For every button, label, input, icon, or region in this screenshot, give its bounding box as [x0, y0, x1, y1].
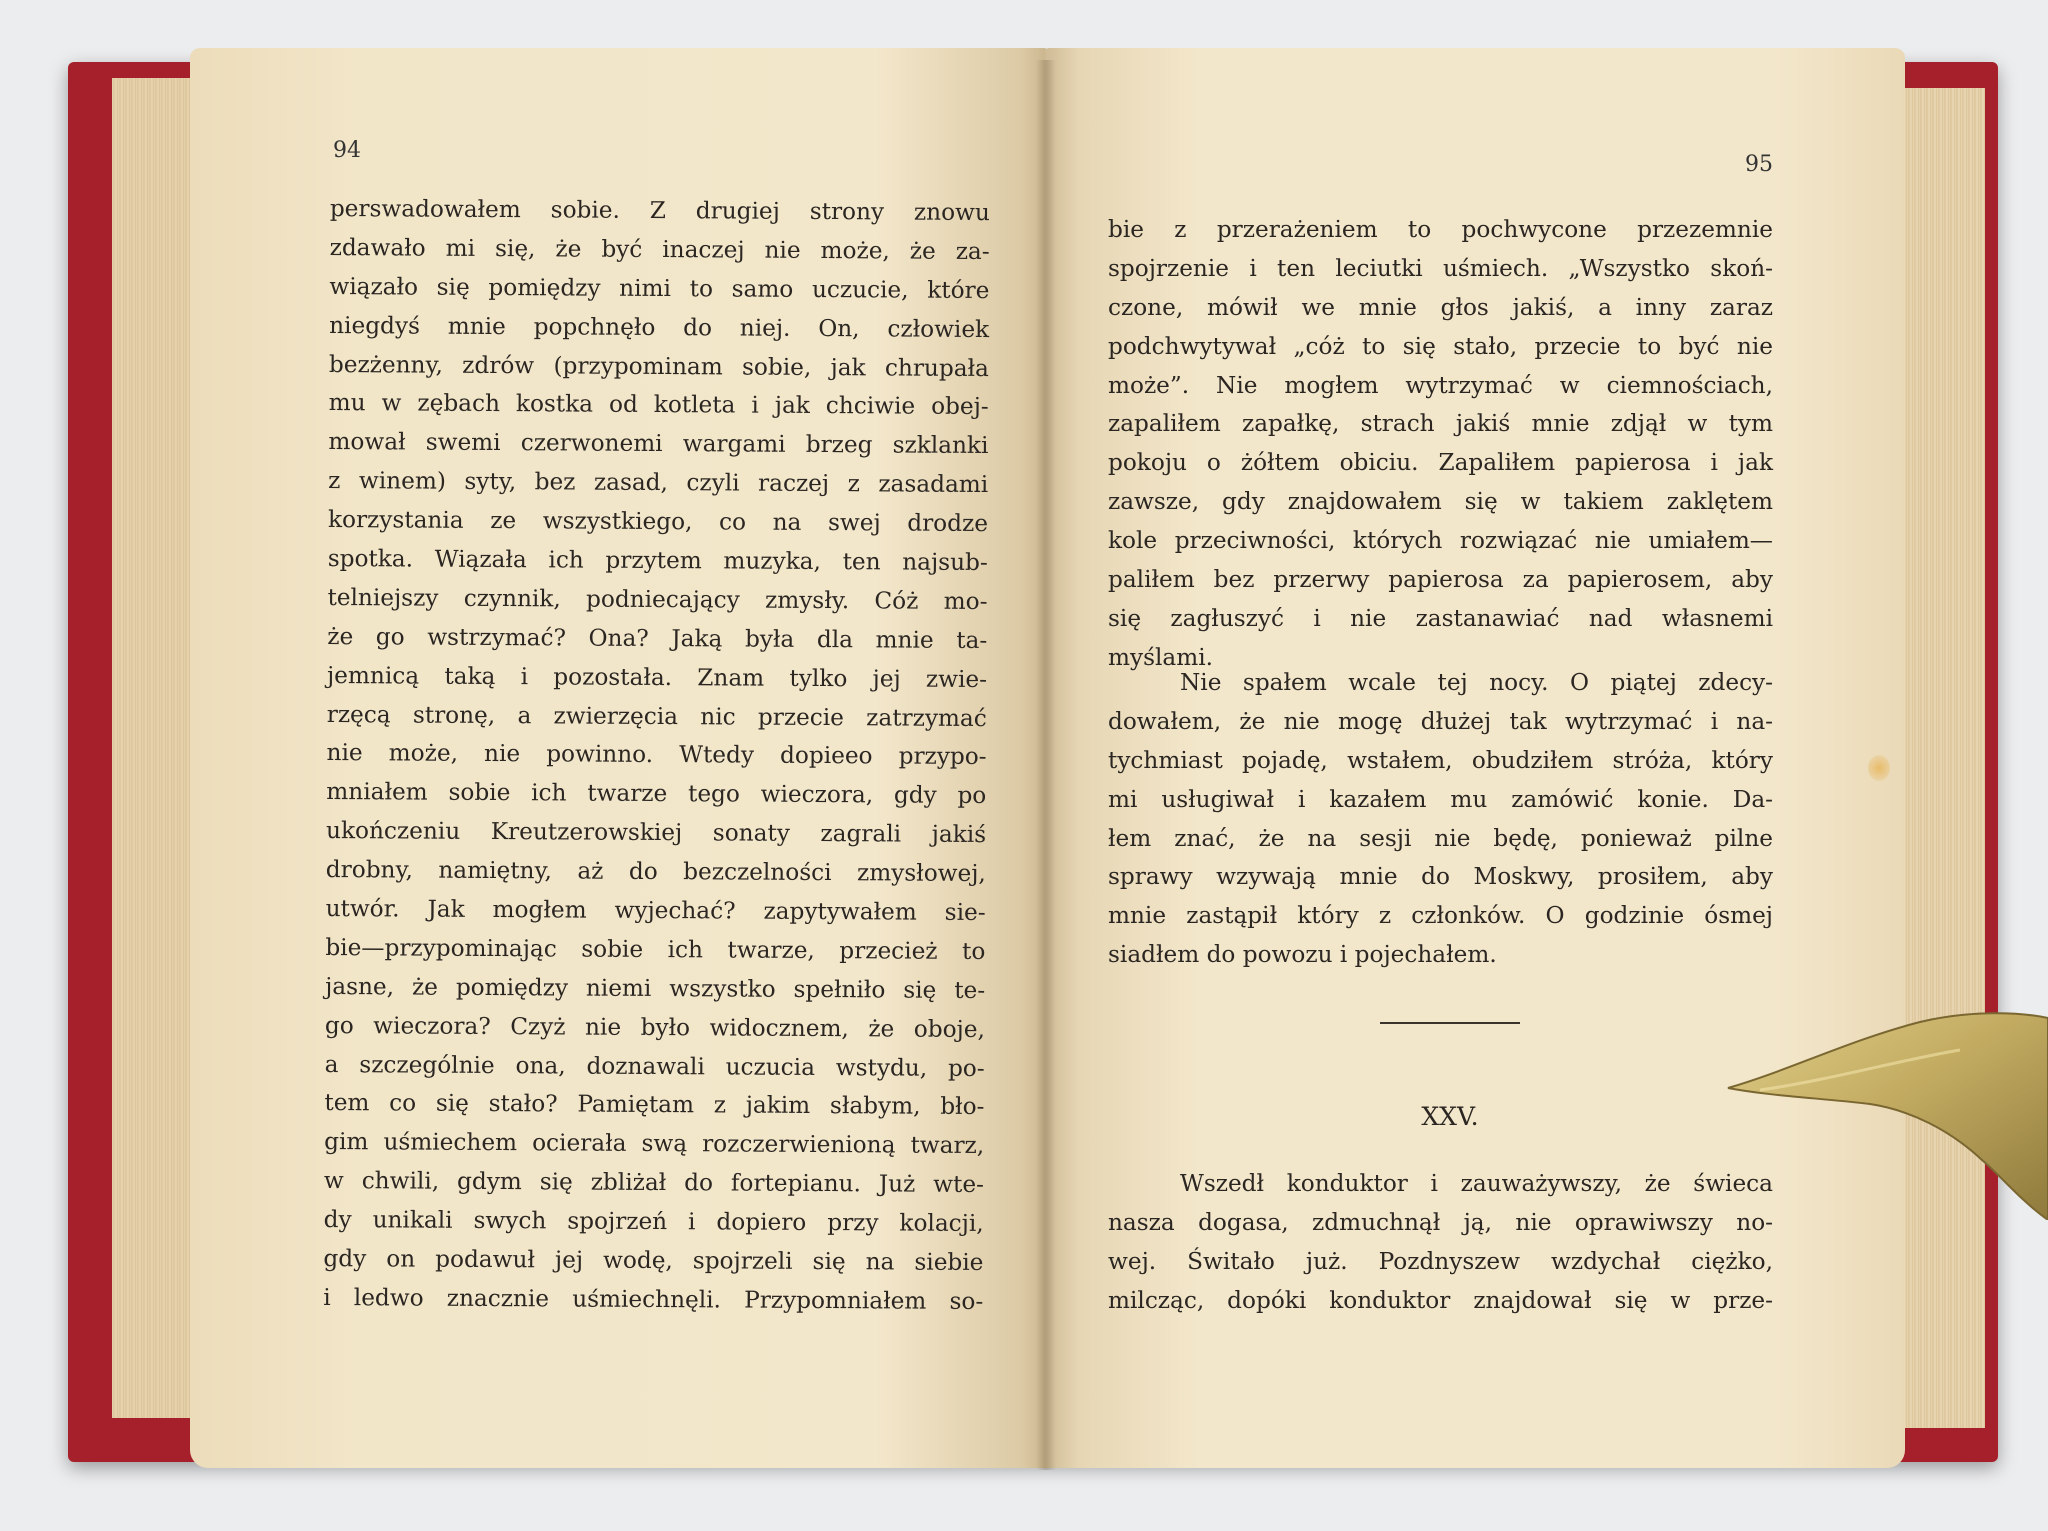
- text-line: się zagłuszyć i nie zastanawiać nad własnemi: [1108, 604, 1773, 632]
- text-line: z winem) syty, bez zasad, czyli raczej z zasadami: [328, 467, 989, 499]
- text-line: mował swemi czerwonemi wargami brzeg szklanki: [328, 428, 989, 460]
- text-line: tem co się stało? Pamiętam z jakim słabym, bło-: [324, 1089, 985, 1121]
- text-line: niegdyś mnie popchnęło do niej. On, człowiek: [329, 311, 990, 343]
- text-line: może”. Nie mogłem wytrzymać w ciemnościach,: [1108, 371, 1773, 399]
- text-line: paliłem bez przerwy papierosa za papierosem, aby: [1108, 566, 1773, 594]
- text-line: gim uśmiechem ocierała swą rozczerwienioną twarz,: [324, 1128, 985, 1160]
- text-line: nie może, nie powinno. Wtedy dopieeo przypo-: [326, 739, 987, 771]
- text-line: pokoju o żółtem obiciu. Zapaliłem papierosa i jak: [1108, 449, 1773, 477]
- text-line: dy unikali swych spojrzeń i dopiero przy kolacji,: [323, 1206, 984, 1238]
- text-line: drobny, namiętny, aż do bezczelności zmysłowej,: [325, 856, 986, 888]
- text-line: wiązało się pomiędzy nimi to samo uczucie, które: [329, 272, 990, 304]
- text-line: spotka. Wiązała ich przytem muzyka, ten najsub-: [327, 545, 988, 577]
- text-line: siadłem do powozu i pojechałem.: [1108, 941, 1497, 969]
- text-line: ukończeniu Kreutzerowskiej sonaty zagrali jakiś: [326, 817, 987, 849]
- text-line: czone, mówił we mnie głos jakiś, a inny zaraz: [1108, 293, 1773, 321]
- text-line: bie z przerażeniem to pochwycone przezemnie: [1108, 216, 1773, 243]
- right-page-paragraph-1: [1108, 211, 1773, 678]
- text-line: jemnicą taką i pozostała. Znam tylko jej zwie-: [326, 661, 988, 693]
- right-page-paragraph-3: [1108, 1165, 1773, 1321]
- text-line: nasza dogasa, zdmuchnął ją, nie oprawiwszy no-: [1108, 1208, 1773, 1236]
- text-line: łem znać, że na sesji nie będę, ponieważ pilne: [1108, 824, 1773, 852]
- text-line: w chwili, gdym się zbliżał do fortepianu. Już wte-: [323, 1167, 985, 1199]
- text-line: podchwytywał „cóż to się stało, przecie to być nie: [1108, 332, 1773, 360]
- text-line: korzystania ze wszystkiego, co na swej drodze: [327, 506, 989, 538]
- text-line: go wieczora? Czyż nie było widocznem, że oboje,: [324, 1011, 985, 1043]
- section-divider: [1380, 1022, 1520, 1024]
- right-page-paragraph-2: [1108, 664, 1773, 975]
- text-line: myślami.: [1108, 643, 1214, 671]
- paper-stain: [1868, 755, 1890, 781]
- text-line: kole przeciwności, których rozwiązać nie umiałem—: [1108, 527, 1773, 555]
- text-line: gdy on podawuł jej wodę, spojrzeli się na siebie: [323, 1245, 984, 1277]
- text-line: mniałem sobie ich twarze tego wieczora, gdy po: [326, 778, 987, 810]
- text-line: wej. Świtało już. Pozdnyszew wzdychał ciężko,: [1108, 1247, 1773, 1275]
- text-line: spojrzenie i ten leciutki uśmiech. „Wszystko skoń-: [1108, 254, 1773, 282]
- brass-bookmark: [1720, 1000, 2048, 1220]
- text-line: sprawy wzywają mnie do Moskwy, prosiłem, aby: [1108, 863, 1773, 891]
- text-line: mnie zastąpił który z członków. O godzinie ósmej: [1108, 902, 1773, 930]
- text-line: Wszedł konduktor i zauważywszy, że świeca: [1180, 1170, 1773, 1197]
- text-line: perswadowałem sobie. Z drugiej strony znowu: [329, 194, 990, 227]
- text-line: zapaliłem zapałkę, strach jakiś mnie zdjął w tym: [1108, 410, 1773, 438]
- text-line: dowałem, że nie mogę dłużej tak wytrzymać i na-: [1108, 707, 1773, 735]
- text-line: telniejszy czynnik, podniecający zmysły. Cóż mo-: [327, 583, 988, 615]
- page-number-left: 94: [333, 138, 361, 163]
- page-edges-right: [1895, 88, 1985, 1428]
- text-line: zawsze, gdy znajdowałem się w takiem zaklętem: [1108, 488, 1773, 516]
- text-line: mu w zębach kostka od kotleta i jak chciwie obej-: [328, 389, 989, 421]
- text-line: Nie spałem wcale tej nocy. O piątej zdecy-: [1180, 669, 1773, 696]
- text-line: rzęcą stronę, a zwierzęcia nic przecie zatrzymać: [326, 700, 987, 732]
- text-line: mi usługiwał i kazałem mu zamówić konie. Da-: [1108, 785, 1773, 813]
- text-line: zdawało mi się, że być inaczej nie może, że za-: [329, 233, 990, 265]
- text-line: jasne, że pomiędzy niemi wszystko spełniło się te-: [325, 972, 986, 1004]
- text-line: bezżenny, zdrów (przypominam sobie, jak chrupała: [328, 350, 990, 382]
- chapter-heading: XXV.: [1421, 1102, 1479, 1131]
- text-line: tychmiast pojadę, wstałem, obudziłem stróża, który: [1108, 746, 1773, 774]
- text-line: a szczególnie ona, doznawali uczucia wstydu, po-: [324, 1050, 985, 1082]
- book-gutter: [1036, 60, 1056, 1470]
- text-line: że go wstrzymać? Ona? Jaką była dla mnie ta-: [327, 622, 988, 654]
- page-number-right: 95: [1745, 152, 1773, 177]
- text-line: i ledwo znacznie uśmiechnęli. Przypomniałem so-: [323, 1283, 984, 1315]
- left-page-text: [323, 190, 990, 1322]
- text-line: milcząc, dopóki konduktor znajdował się w prze-: [1108, 1286, 1773, 1314]
- text-line: bie—przypominając sobie ich twarze, przecież to: [325, 933, 986, 965]
- text-line: utwór. Jak mogłem wyjechać? zapytywałem sie-: [325, 895, 986, 927]
